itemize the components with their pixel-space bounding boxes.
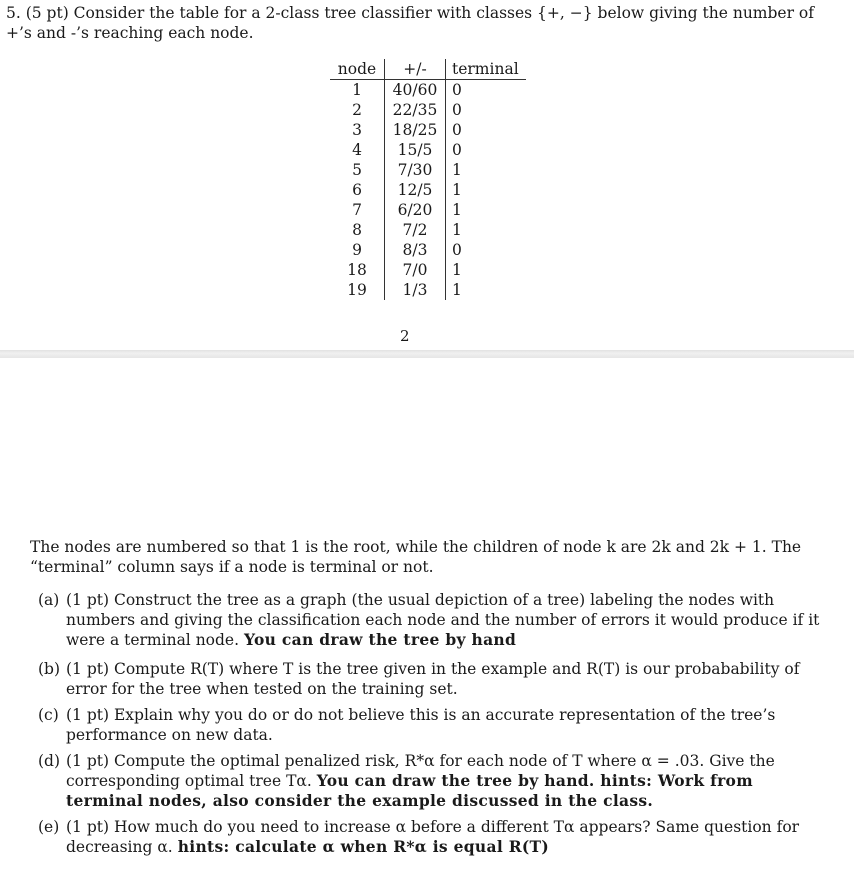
table-row [330,140,526,160]
question-parts [38,590,830,863]
cell-ratio: 6/20 [385,200,446,220]
cell-terminal: 0 [446,100,526,120]
cell-node: 7 [352,201,362,219]
part-text: (1 pt) Compute the optimal penalized risk, R*α for each node of T where α = .03. Give the corresponding optimal tree Tα. [66,752,775,790]
question-intro: 5. (5 pt) Consider the table for a 2-class tree classifier with classes {+, −} below giving the number of +’s and -’s reaching each node. [6,4,815,42]
explanation-text: The nodes are numbered so that 1 is the root, while the children of node k are 2k and 2k + 1. The “terminal” column says if a node is terminal or not. [30,538,802,576]
part-a [38,590,830,650]
table-row [330,180,526,200]
cell-ratio: 7/2 [385,220,446,240]
table-row [330,120,526,140]
cell-node: 8 [352,221,362,239]
part-text: (1 pt) How much do you need to increase α before a different Tα appears? Same question for decreasing α. [66,818,800,856]
table-row [330,220,526,240]
header-terminal: terminal [446,59,526,80]
cell-node: 4 [352,141,362,159]
table-row [330,100,526,120]
cell-node: 18 [347,261,367,279]
table-row [330,280,526,300]
part-e [38,817,830,857]
part-text: (1 pt) Compute R(T) where T is the tree given in the example and R(T) is our probabability of error for the tree when tested on the training set. [66,660,800,698]
page-top [0,0,854,350]
header-ratio: +/- [385,59,446,80]
part-hint: You can draw the tree by hand. hints: Work from terminal nodes, also consider the example discussed in the class. [66,771,753,810]
cell-terminal: 1 [446,280,526,300]
part-label: (e) [38,818,60,836]
cell-ratio: 22/35 [385,100,446,120]
cell-terminal: 1 [446,200,526,220]
cell-terminal: 0 [446,80,526,101]
cell-node: 9 [352,241,362,259]
table-row [330,260,526,280]
table-row [330,240,526,260]
table-row [330,200,526,220]
part-label: (c) [38,706,59,724]
table-header-row [330,59,526,80]
cell-terminal: 0 [446,120,526,140]
cell-ratio: 12/5 [385,180,446,200]
cell-node: 1 [352,81,362,99]
part-hint: hints: calculate α when R*α is equal R(T) [177,837,550,856]
node-table [330,59,526,300]
cell-node: 6 [352,181,362,199]
part-text: (1 pt) Explain why you do or do not believe this is an accurate representation of the tree’s performance on new data. [66,706,776,744]
cell-ratio: 7/0 [385,260,446,280]
part-label: (a) [38,591,60,609]
cell-ratio: 40/60 [385,80,446,101]
header-node: node [330,59,385,80]
part-label: (b) [38,660,61,678]
cell-terminal: 1 [446,260,526,280]
cell-node: 19 [347,281,367,299]
part-hint: You can draw the tree by hand [243,630,517,649]
part-c [38,705,830,745]
cell-terminal: 1 [446,220,526,240]
part-b [38,659,830,699]
cell-terminal: 0 [446,140,526,160]
table-row [330,80,526,101]
cell-node: 2 [352,101,362,119]
part-d [38,751,830,811]
cell-terminal: 0 [446,240,526,260]
cell-ratio: 18/25 [385,120,446,140]
cell-node: 5 [352,161,362,179]
page-divider [0,350,854,358]
cell-ratio: 15/5 [385,140,446,160]
cell-ratio: 7/30 [385,160,446,180]
cell-terminal: 1 [446,180,526,200]
part-label: (d) [38,752,61,770]
cell-ratio: 1/3 [385,280,446,300]
table-row [330,160,526,180]
page-number: 2 [400,327,410,345]
cell-node: 3 [352,121,362,139]
part-text: (1 pt) Construct the tree as a graph (the usual depiction of a tree) labeling the nodes with numbers and giving the classification each node and the number of errors it would produce if it were a terminal node. [66,591,820,649]
cell-terminal: 1 [446,160,526,180]
cell-ratio: 8/3 [385,240,446,260]
